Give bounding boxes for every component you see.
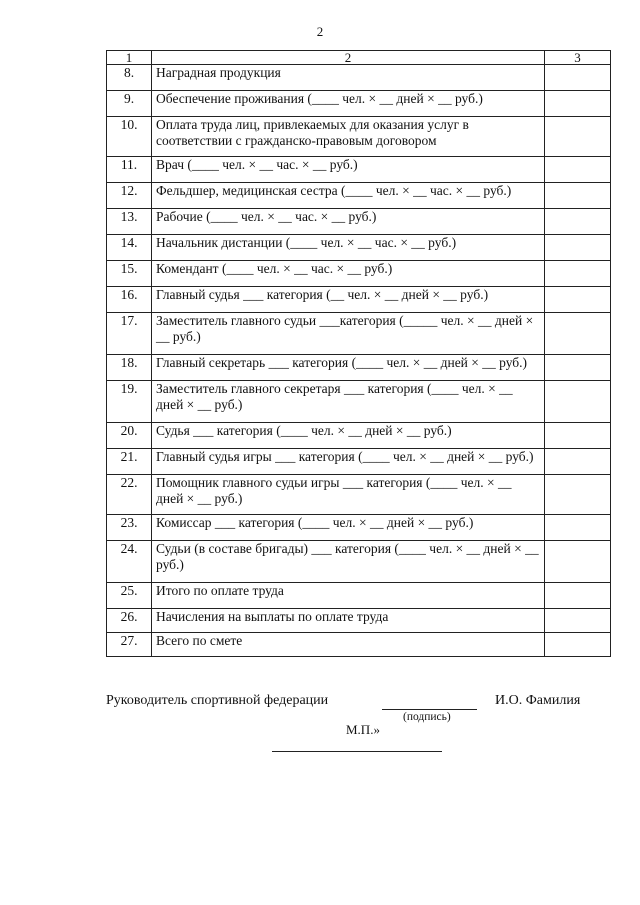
signature-caption: (подпись) [403,711,451,723]
row-amount [545,209,611,235]
row-number: 20. [107,423,152,449]
row-number: 21. [107,449,152,475]
row-number: 17. [107,313,152,355]
row-amount [545,355,611,381]
table-row [107,183,611,209]
table-row [107,541,611,583]
row-number: 27. [107,633,152,657]
row-number: 11. [107,157,152,183]
row-amount [545,65,611,91]
table-row [107,423,611,449]
row-description: Врач (____ чел. × __ час. × __ руб.) [152,157,545,183]
table-row [107,475,611,515]
row-amount [545,381,611,423]
row-description: Обеспечение проживания (____ чел. × __ дней × __ руб.) [152,91,545,117]
table-row [107,609,611,633]
row-description: Всего по смете [152,633,545,657]
row-number: 18. [107,355,152,381]
signer-name: И.О. Фамилия [495,693,581,708]
row-description: Наградная продукция [152,65,545,91]
row-amount [545,91,611,117]
signature-line [382,709,477,710]
row-number: 24. [107,541,152,583]
row-amount [545,541,611,583]
row-number: 13. [107,209,152,235]
row-amount [545,261,611,287]
estimate-table [106,50,611,657]
table-header-row [107,51,611,65]
table-row [107,449,611,475]
row-number: 19. [107,381,152,423]
stamp-placeholder: М.П.» [346,722,380,737]
row-description: Комендант (____ чел. × __ час. × __ руб.) [152,261,545,287]
table-row [107,515,611,541]
row-description: Помощник главного судьи игры ___ категория (____ чел. × __ дней × __ руб.) [152,475,545,515]
row-number: 26. [107,609,152,633]
closing-line [272,751,442,752]
table-row [107,117,611,157]
table-row [107,261,611,287]
row-description: Комиссар ___ категория (____ чел. × __ дней × __ руб.) [152,515,545,541]
row-amount [545,235,611,261]
table-row [107,157,611,183]
table-row [107,91,611,117]
table-row [107,235,611,261]
page-number: 2 [316,24,324,39]
row-description: Главный судья игры ___ категория (____ чел. × __ дней × __ руб.) [152,449,545,475]
row-description: Итого по оплате труда [152,583,545,609]
row-amount [545,183,611,209]
row-amount [545,313,611,355]
header-col-1: 1 [107,51,152,65]
row-amount [545,157,611,183]
row-amount [545,583,611,609]
row-description: Заместитель главного судьи ___категория (_____ чел. × __ дней × __ руб.) [152,313,545,355]
table-row [107,209,611,235]
row-description: Главный секретарь ___ категория (____ чел. × __ дней × __ руб.) [152,355,545,381]
row-number: 14. [107,235,152,261]
header-col-2: 2 [152,51,545,65]
signer-title: Руководитель спортивной федерации [106,693,329,708]
row-description: Фельдшер, медицинская сестра (____ чел. × __ час. × __ руб.) [152,183,545,209]
table-row [107,633,611,657]
row-amount [545,287,611,313]
row-amount [545,117,611,157]
row-amount [545,633,611,657]
row-number: 25. [107,583,152,609]
row-description: Начисления на выплаты по оплате труда [152,609,545,633]
row-amount [545,475,611,515]
row-number: 15. [107,261,152,287]
table-row [107,287,611,313]
row-amount [545,423,611,449]
table-row [107,583,611,609]
row-amount [545,515,611,541]
row-description: Главный судья ___ категория (__ чел. × __ дней × __ руб.) [152,287,545,313]
table-row [107,381,611,423]
row-number: 16. [107,287,152,313]
row-number: 8. [107,65,152,91]
row-number: 23. [107,515,152,541]
row-number: 22. [107,475,152,515]
row-description: Судьи (в составе бригады) ___ категория (____ чел. × __ дней × __ руб.) [152,541,545,583]
row-description: Оплата труда лиц, привлекаемых для оказания услуг в соответствии с гражданско-правовым договором [152,117,545,157]
row-number: 10. [107,117,152,157]
row-amount [545,449,611,475]
row-amount [545,609,611,633]
row-description: Судья ___ категория (____ чел. × __ дней × __ руб.) [152,423,545,449]
table-row [107,355,611,381]
header-col-3: 3 [545,51,611,65]
row-description: Заместитель главного секретаря ___ категория (____ чел. × __ дней × __ руб.) [152,381,545,423]
row-description: Начальник дистанции (____ чел. × __ час. × __ руб.) [152,235,545,261]
row-number: 9. [107,91,152,117]
table-row [107,65,611,91]
table-row [107,313,611,355]
row-number: 12. [107,183,152,209]
row-description: Рабочие (____ чел. × __ час. × __ руб.) [152,209,545,235]
